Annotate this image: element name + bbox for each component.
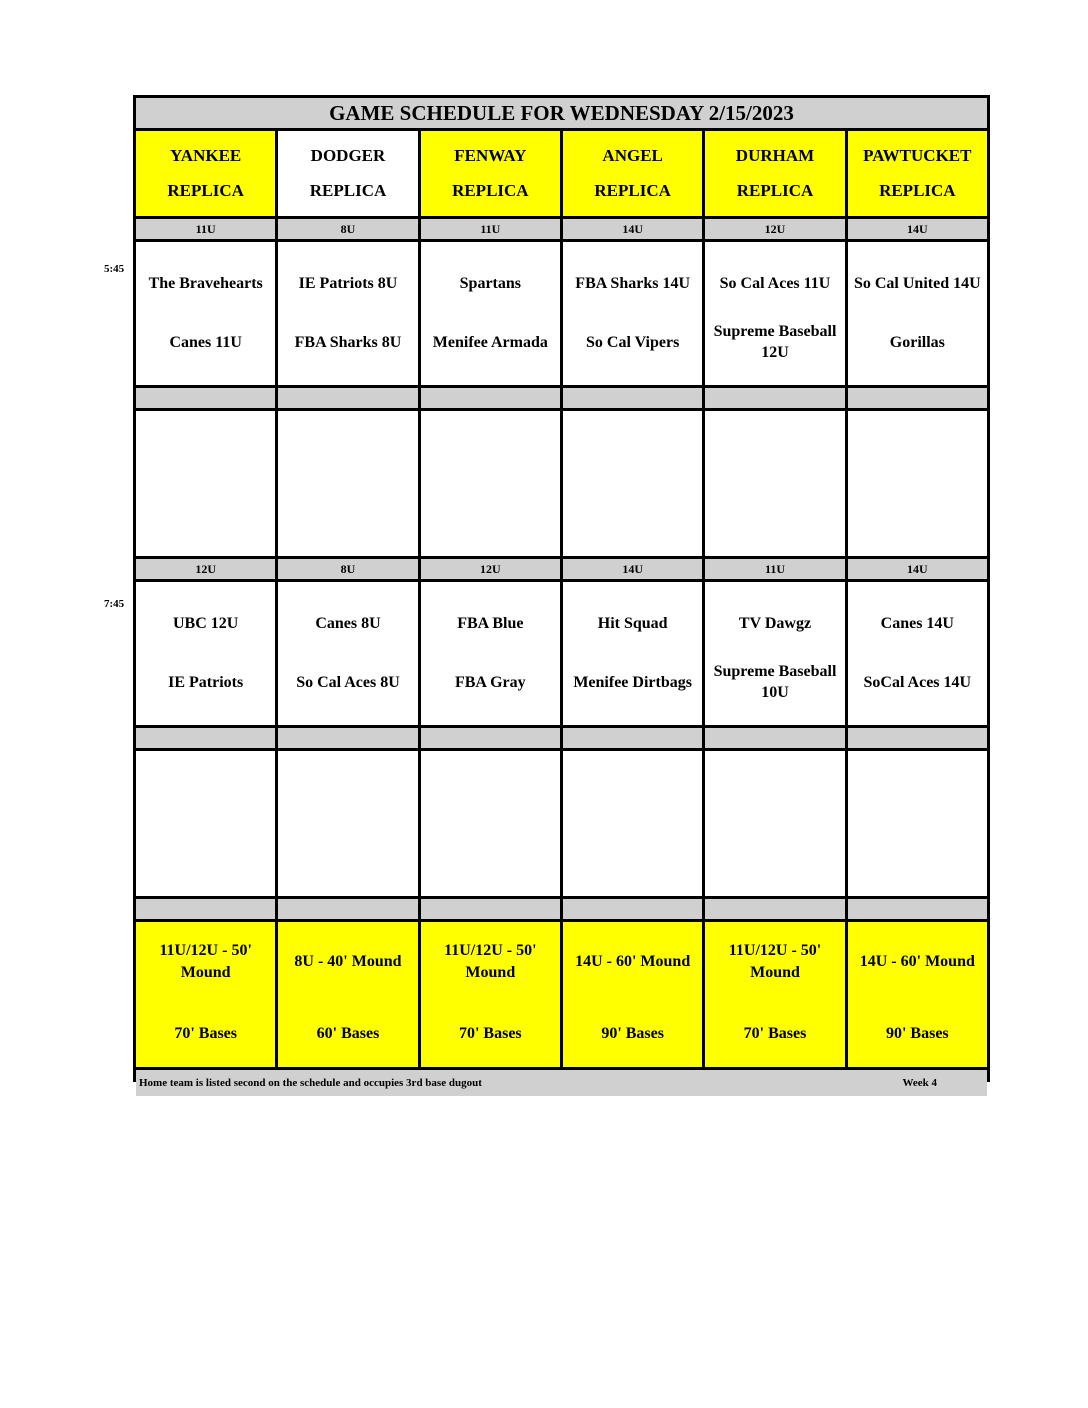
- mound-distance: 14U - 60' Mound: [859, 953, 975, 970]
- separator-band: [848, 899, 987, 919]
- away-team: Hit Squad: [597, 614, 668, 632]
- field-rules: [848, 922, 987, 1067]
- game-cell: [136, 582, 275, 725]
- week-label: Week 4: [902, 1077, 937, 1089]
- empty-cell: [278, 411, 417, 556]
- field-header: YANKEE REPLICA: [136, 131, 275, 216]
- separator-band: [705, 728, 844, 748]
- schedule-title: GAME SCHEDULE FOR WEDNESDAY 2/15/2023: [136, 98, 987, 128]
- home-team: IE Patriots: [168, 673, 244, 691]
- game-cell: [421, 242, 560, 385]
- separator-band: [136, 388, 275, 408]
- base-distance: 70' Bases: [743, 1025, 807, 1042]
- game-cell: [848, 582, 987, 725]
- home-team: Menifee Armada: [432, 333, 548, 351]
- home-team: So Cal Vipers: [585, 333, 680, 351]
- time-label-slot-2: 7:45: [104, 598, 125, 610]
- age-division-label: 14U: [563, 559, 702, 579]
- field-rules: [278, 922, 417, 1067]
- game-cell: [563, 242, 702, 385]
- empty-cell: [848, 751, 987, 896]
- game-cell: [278, 582, 417, 725]
- separator-band: [278, 388, 417, 408]
- base-distance: 90' Bases: [885, 1025, 949, 1042]
- age-division-label: 8U: [278, 219, 417, 239]
- game-cell: [421, 582, 560, 725]
- away-team: FBA Sharks 14U: [575, 274, 690, 292]
- separator-band: [563, 728, 702, 748]
- age-division-label: 14U: [848, 559, 987, 579]
- home-team: Menifee Dirtbags: [573, 673, 692, 691]
- empty-cell: [563, 411, 702, 556]
- separator-band: [705, 899, 844, 919]
- empty-cell: [848, 411, 987, 556]
- game-cell: [278, 242, 417, 385]
- away-team: IE Patriots 8U: [298, 274, 398, 292]
- away-team: Spartans: [459, 274, 521, 292]
- home-team: Gorillas: [889, 333, 945, 351]
- time-label-slot-1: 5:45: [104, 263, 125, 275]
- mound-distance: 11U/12U - 50' Mound: [159, 942, 252, 981]
- base-distance: 70' Bases: [174, 1025, 237, 1042]
- separator-band: [421, 728, 560, 748]
- game-cell: [705, 242, 844, 385]
- home-team: Supreme Baseball 12U: [713, 323, 837, 361]
- separator-band: [848, 728, 987, 748]
- home-team: FBA Sharks 8U: [294, 333, 402, 351]
- age-division-label: 11U: [136, 219, 275, 239]
- game-cell: [563, 582, 702, 725]
- empty-cell: [421, 751, 560, 896]
- field-header: FENWAY REPLICA: [421, 131, 560, 216]
- empty-cell: [705, 751, 844, 896]
- empty-cell: [136, 751, 275, 896]
- empty-cell: [421, 411, 560, 556]
- mound-distance: 14U - 60' Mound: [575, 953, 691, 970]
- separator-band: [136, 728, 275, 748]
- game-cell: [136, 242, 275, 385]
- age-division-label: 14U: [563, 219, 702, 239]
- age-division-label: 14U: [848, 219, 987, 239]
- age-division-label: 11U: [705, 559, 844, 579]
- separator-band: [136, 899, 275, 919]
- home-team: So Cal Aces 8U: [296, 673, 400, 691]
- field-rules: [136, 922, 275, 1067]
- separator-band: [421, 899, 560, 919]
- mound-distance: 11U/12U - 50' Mound: [728, 942, 822, 981]
- away-team: FBA Blue: [457, 614, 524, 632]
- separator-band: [563, 899, 702, 919]
- away-team: So Cal United 14U: [853, 274, 981, 292]
- separator-band: [848, 388, 987, 408]
- field-header: DURHAM REPLICA: [705, 131, 844, 216]
- separator-band: [421, 388, 560, 408]
- base-distance: 70' Bases: [458, 1025, 522, 1042]
- age-division-label: 12U: [136, 559, 275, 579]
- away-team: Canes 14U: [880, 614, 954, 632]
- home-team: SoCal Aces 14U: [863, 673, 972, 691]
- field-rules: [421, 922, 560, 1067]
- age-division-label: 12U: [421, 559, 560, 579]
- schedule-table: [133, 95, 990, 1089]
- empty-cell: [278, 751, 417, 896]
- footer-bar: [136, 1070, 987, 1096]
- field-header: PAWTUCKET REPLICA: [848, 131, 987, 216]
- field-rules: [563, 922, 702, 1067]
- separator-band: [705, 388, 844, 408]
- mound-distance: 11U/12U - 50' Mound: [444, 942, 537, 981]
- separator-band: [278, 728, 417, 748]
- game-cell: [705, 582, 844, 725]
- away-team: TV Dawgz: [738, 614, 812, 632]
- away-team: The Bravehearts: [148, 274, 263, 292]
- home-team: FBA Gray: [454, 673, 526, 691]
- base-distance: 90' Bases: [601, 1025, 664, 1042]
- base-distance: 60' Bases: [316, 1025, 380, 1042]
- age-division-label: 11U: [421, 219, 560, 239]
- separator-band: [563, 388, 702, 408]
- away-team: UBC 12U: [172, 614, 239, 632]
- separator-band: [278, 899, 417, 919]
- home-team: Supreme Baseball 10U: [713, 663, 837, 701]
- empty-cell: [705, 411, 844, 556]
- empty-cell: [136, 411, 275, 556]
- home-team: Canes 11U: [169, 333, 242, 351]
- empty-cell: [563, 751, 702, 896]
- away-team: Canes 8U: [315, 614, 381, 632]
- mound-distance: 8U - 40' Mound: [294, 953, 402, 970]
- age-division-label: 12U: [705, 219, 844, 239]
- home-team-note: Home team is listed second on the schedule and occupies 3rd base dugout: [139, 1077, 482, 1089]
- game-cell: [848, 242, 987, 385]
- field-rules: [705, 922, 844, 1067]
- away-team: So Cal Aces 11U: [719, 274, 831, 292]
- field-header: ANGEL REPLICA: [563, 131, 702, 216]
- age-division-label: 8U: [278, 559, 417, 579]
- field-header: DODGER REPLICA: [278, 131, 417, 216]
